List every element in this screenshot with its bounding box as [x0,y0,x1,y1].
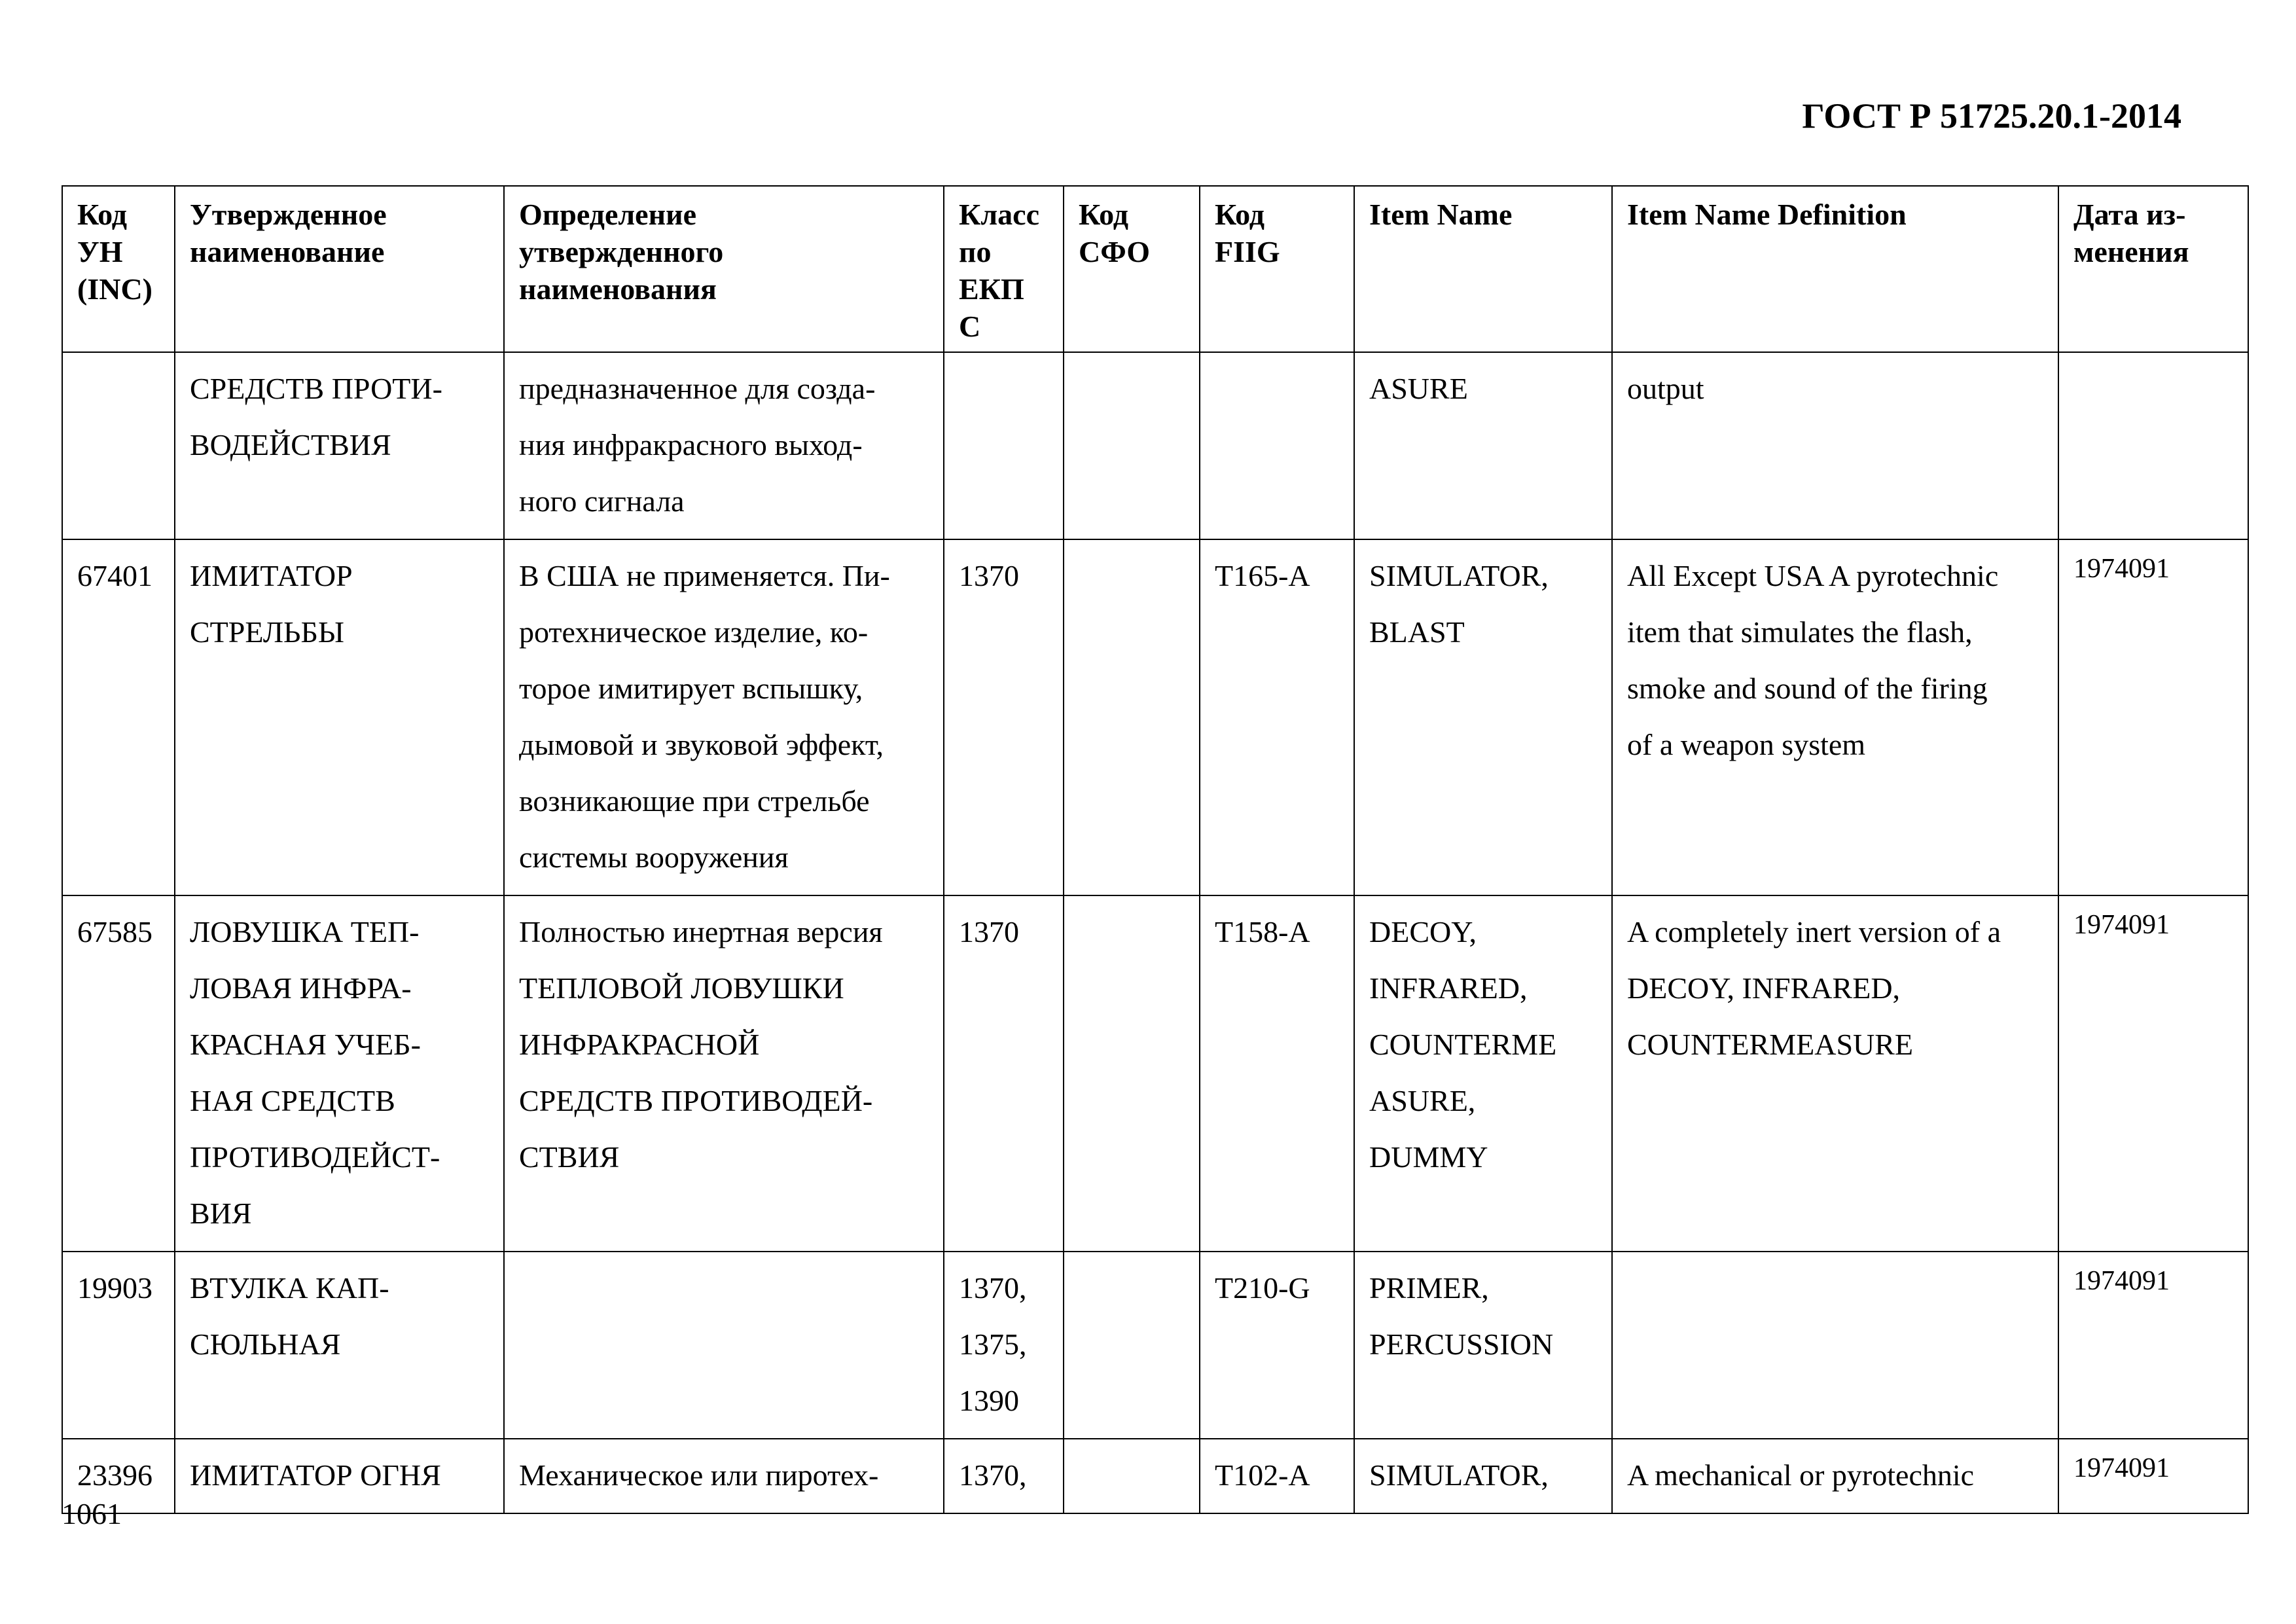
inc-code-cell: 19903 [62,1252,175,1439]
definition-line: торое имитирует вспышку, [519,672,863,705]
definition-line: Полностью инертная версия [519,915,883,948]
definition-cell [504,1439,944,1513]
class-cell [944,895,1064,1252]
column-header [944,186,1064,352]
definition-line: возникающие при стрельбе [519,784,870,818]
item-name-line: BLAST [1369,615,1465,649]
item-name-definition-line: All Except USA A pyrotechnic [1627,559,1999,592]
item-name-line: ASURE [1369,372,1468,405]
sfo-code-cell [1064,895,1200,1252]
item-name-line: SIMULATOR, [1369,1458,1549,1492]
item-name-cell [1354,539,1612,895]
table-row [62,539,2248,895]
item-name-definition-line: smoke and sound of the firing [1627,672,1988,705]
item-name-line: PERCUSSION [1369,1327,1554,1361]
approved-name-line: СТРЕЛЬБЫ [190,615,344,649]
class-line: 1390 [959,1384,1019,1417]
column-header [1064,186,1200,352]
class-cell [944,539,1064,895]
approved-name-cell [175,1252,504,1439]
definition-line: ТЕПЛОВОЙ ЛОВУШКИ [519,971,844,1005]
fiig-code-cell: T165-A [1200,539,1354,895]
column-header-line: утвержденного [519,235,724,268]
approved-name-line: СРЕДСТВ ПРОТИ- [190,372,442,405]
approved-name-line: ВИЯ [190,1197,252,1230]
change-date-cell: 1974091 [2058,1439,2248,1513]
definition-line: системы вооружения [519,840,789,874]
column-header [1612,186,2058,352]
item-name-definition-cell [1612,1252,2058,1439]
item-name-definition-line: A completely inert version of a [1627,915,2001,948]
item-name-line: DECOY, [1369,915,1477,948]
column-header [62,186,175,352]
item-name-cell [1354,1439,1612,1513]
column-header-line: Определение [519,198,697,231]
column-header-line: Утвержденное [190,198,387,231]
approved-name-line: КРАСНАЯ УЧЕБ- [190,1028,421,1061]
definition-cell [504,352,944,539]
column-header-line: наименование [190,235,385,268]
definition-line: СРЕДСТВ ПРОТИВОДЕЙ- [519,1084,873,1117]
class-cell [944,1439,1064,1513]
definition-cell [504,1252,944,1439]
table-row [62,1439,2248,1513]
item-name-definition-cell [1612,539,2058,895]
column-header-line: Дата из- [2073,198,2186,231]
definition-line: СТВИЯ [519,1140,620,1174]
column-header [2058,186,2248,352]
item-name-line: SIMULATOR, [1369,559,1549,592]
class-line: 1370 [959,559,1019,592]
class-cell [944,352,1064,539]
definition-line: дымовой и звуковой эффект, [519,728,884,761]
column-header-line: С [959,310,981,343]
change-date-cell: 1974091 [2058,539,2248,895]
table-header-row [62,186,2248,352]
column-header-line: Item Name Definition [1627,198,1907,231]
class-line: 1370, [959,1458,1027,1492]
class-line: 1370, [959,1271,1027,1305]
column-header-line: СФО [1079,235,1151,268]
class-cell [944,1252,1064,1439]
column-header-line: менения [2073,235,2189,268]
approved-name-line: ЛОВУШКА ТЕП- [190,915,420,948]
approved-name-line: ВТУЛКА КАП- [190,1271,389,1305]
item-names-table [62,185,2249,1514]
approved-name-cell [175,895,504,1252]
definition-line: ного сигнала [519,484,685,518]
definition-cell [504,539,944,895]
item-name-definition-cell [1612,352,2058,539]
approved-name-cell [175,1439,504,1513]
column-header-line: Код [1079,198,1129,231]
table-body [62,352,2248,1513]
approved-name-line: НАЯ СРЕДСТВ [190,1084,395,1117]
column-header-line: Item Name [1369,198,1513,231]
column-header-line: Код [1215,198,1265,231]
definition-line: предназначенное для созда- [519,372,876,405]
table-row [62,352,2248,539]
fiig-code-cell: T102-A [1200,1439,1354,1513]
column-header-line: Код [77,198,128,231]
sfo-code-cell [1064,1252,1200,1439]
column-header-line: УН [77,235,123,268]
approved-name-line: ИМИТАТОР [190,559,353,592]
fiig-code-cell: T210-G [1200,1252,1354,1439]
item-name-definition-line: item that simulates the flash, [1627,615,1973,649]
document-code: ГОСТ Р 51725.20.1-2014 [1802,96,2181,135]
item-name-definition-line: DECOY, INFRARED, [1627,971,1901,1005]
column-header [1354,186,1612,352]
approved-name-line: ИМИТАТОР ОГНЯ [190,1458,441,1492]
inc-code-cell [62,352,175,539]
approved-name-cell [175,539,504,895]
item-name-definition-cell [1612,895,2058,1252]
column-header [175,186,504,352]
definition-line: ИНФРАКРАСНОЙ [519,1028,760,1061]
item-name-line: INFRARED, [1369,971,1528,1005]
fiig-code-cell: T158-A [1200,895,1354,1252]
approved-name-line: ЛОВАЯ ИНФРА- [190,971,412,1005]
column-header-line: (INC) [77,272,152,306]
item-name-definition-line: COUNTERMEASURE [1627,1028,1914,1061]
column-header [1200,186,1354,352]
column-header-line: по [959,235,992,268]
column-header-line: Класс [959,198,1039,231]
sfo-code-cell [1064,1439,1200,1513]
item-name-cell [1354,1252,1612,1439]
sfo-code-cell [1064,352,1200,539]
definition-line: Механическое или пиротех- [519,1458,879,1492]
inc-code-cell: 23396 [62,1439,175,1513]
item-name-line: ASURE, [1369,1084,1476,1117]
fiig-code-cell [1200,352,1354,539]
approved-name-cell [175,352,504,539]
inc-code-cell: 67585 [62,895,175,1252]
definition-line: В США не применяется. Пи- [519,559,890,592]
item-name-definition-cell [1612,1439,2058,1513]
item-name-line: COUNTERME [1369,1028,1557,1061]
approved-name-line: ВОДЕЙСТВИЯ [190,428,391,461]
column-header-line: ЕКП [959,272,1024,306]
table-row [62,1252,2248,1439]
page-number: 1061 [62,1497,122,1530]
column-header-line: FIIG [1215,235,1280,268]
item-name-definition-line: of a weapon system [1627,728,1866,761]
item-name-cell [1354,895,1612,1252]
change-date-cell: 1974091 [2058,1252,2248,1439]
column-header [504,186,944,352]
definition-line: ния инфракрасного выход- [519,428,863,461]
change-date-cell: 1974091 [2058,895,2248,1252]
item-name-definition-line: output [1627,372,1704,405]
class-line: 1375, [959,1327,1027,1361]
class-line: 1370 [959,915,1019,948]
item-name-line: PRIMER, [1369,1271,1489,1305]
approved-name-line: ПРОТИВОДЕЙСТ- [190,1140,440,1174]
table-row [62,895,2248,1252]
change-date-cell [2058,352,2248,539]
definition-cell [504,895,944,1252]
column-header-line: наименования [519,272,717,306]
item-name-cell [1354,352,1612,539]
item-name-line: DUMMY [1369,1140,1488,1174]
inc-code-cell: 67401 [62,539,175,895]
sfo-code-cell [1064,539,1200,895]
item-name-definition-line: A mechanical or pyrotechnic [1627,1458,1975,1492]
approved-name-line: СЮЛЬНАЯ [190,1327,341,1361]
definition-line: ротехническое изделие, ко- [519,615,869,649]
